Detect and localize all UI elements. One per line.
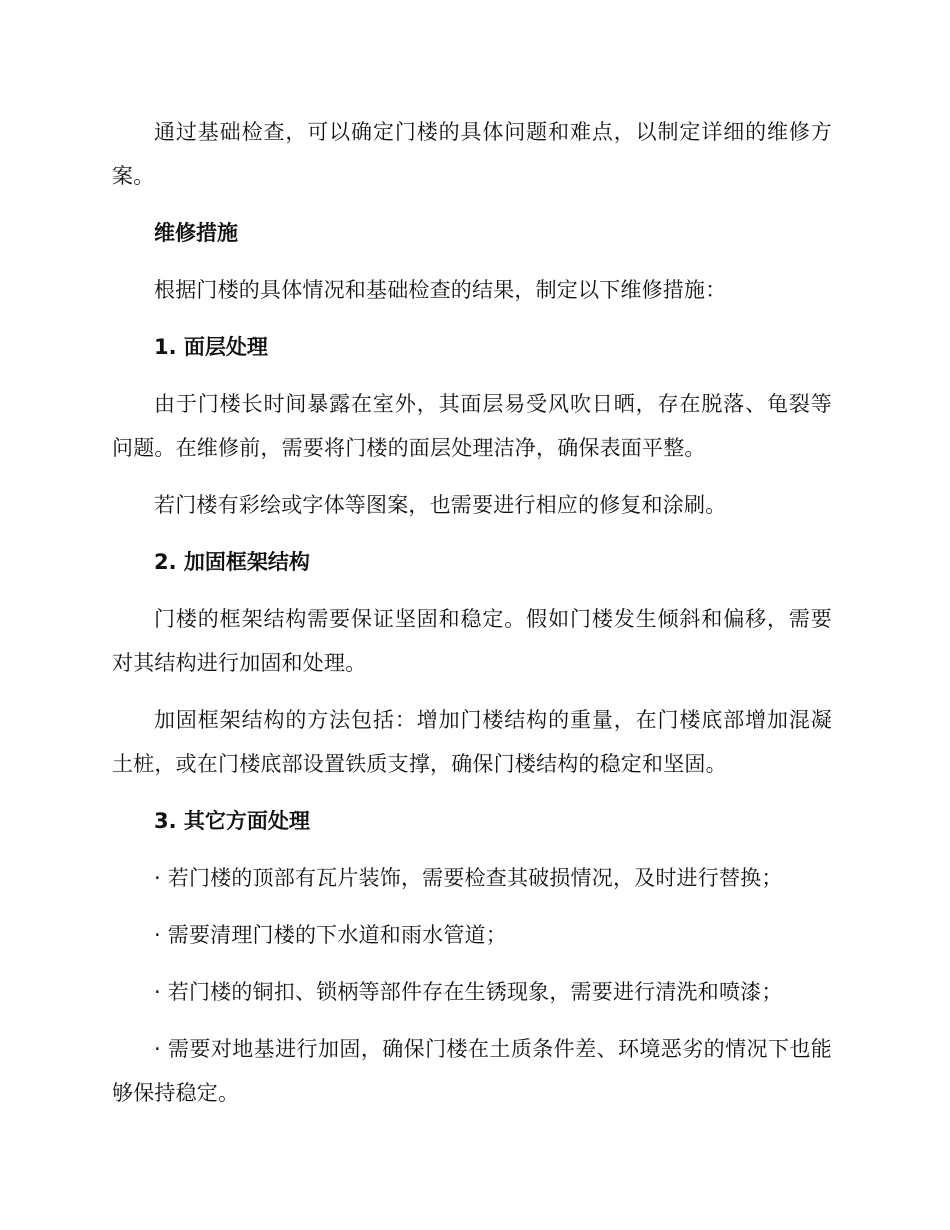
document-body — [112, 110, 832, 1128]
list-item-rust: · 若门楼的铜扣、锁柄等部件存在生锈现象，需要进行清洗和喷漆； — [154, 980, 783, 1004]
heading-other-treatment: 3. 其它方面处理 — [154, 809, 310, 833]
list-item-foundation: · 需要对地基进行加固，确保门楼在土质条件差、环境恶劣的情况下也能够保持稳定。 — [112, 1037, 832, 1105]
paragraph-measures-intro: 根据门楼的具体情况和基础检查的结果，制定以下维修措施： — [154, 278, 727, 302]
paragraph-surface-treatment: 由于门楼长时间暴露在室外，其面层易受风吹日晒，存在脱落、龟裂等问题。在维修前，需要将门楼的面层处理洁净，确保表面平整。 — [112, 392, 832, 460]
paragraph-inspection-conclusion: 通过基础检查，可以确定门楼的具体问题和难点，以制定详细的维修方案。 — [112, 120, 832, 188]
paragraph-frame-methods: 加固框架结构的方法包括：增加门楼结构的重量，在门楼底部增加混凝土桩，或在门楼底部设置铁质支撑，确保门楼结构的稳定和坚固。 — [112, 708, 832, 776]
list-item-drainage: · 需要清理门楼的下水道和雨水管道； — [154, 923, 507, 947]
list-item-roof-tiles: · 若门楼的顶部有瓦片装饰，需要检查其破损情况，及时进行替换； — [154, 866, 783, 890]
heading-surface-treatment: 1. 面层处理 — [154, 335, 268, 359]
heading-frame-reinforcement: 2. 加固框架结构 — [154, 550, 310, 574]
paragraph-pattern-repair: 若门楼有彩绘或字体等图案，也需要进行相应的修复和涂刷。 — [154, 493, 727, 517]
paragraph-frame-requirement: 门楼的框架结构需要保证坚固和稳定。假如门楼发生倾斜和偏移，需要对其结构进行加固和处理。 — [112, 607, 832, 675]
heading-repair-measures: 维修措施 — [154, 221, 238, 245]
